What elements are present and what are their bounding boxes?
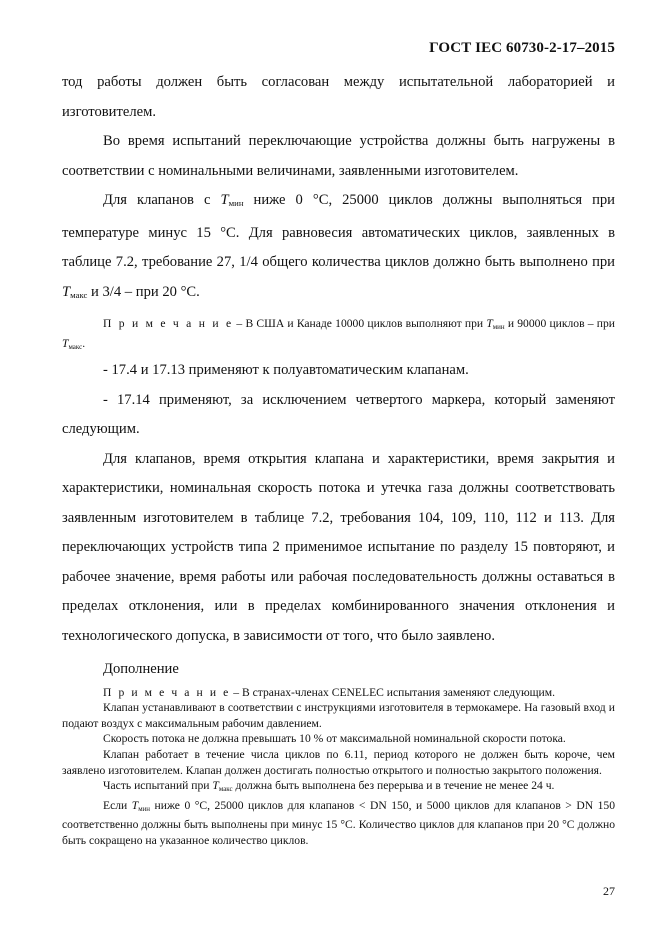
t-symbol: T bbox=[62, 283, 71, 300]
subscript-max: макс bbox=[70, 289, 88, 300]
t-symbol: T bbox=[220, 192, 229, 208]
note-line: Клапан работает в течение числа циклов по 6.11, период которого не должен быть короче, чем заявлено изготовителем. Клапан должен достигать полностью открытого и полностью закрытого положения. bbox=[62, 748, 615, 777]
section-addition-heading: Дополнение bbox=[103, 661, 179, 678]
note-line: Часть испытаний при $T_{макс}$ должна быть выполнена без перерыва и в течение не менее 24 ч. bbox=[103, 779, 555, 794]
note-line: Скорость потока не должна превышать 10 % от максимальной номинальной скорости потока. bbox=[103, 732, 566, 746]
subscript-min: мин bbox=[228, 198, 244, 208]
note-cenelec: П р и м е ч а н и е – В странах-членах CENELEC испытания заменяют следующим. bbox=[103, 685, 555, 699]
page-number: 27 bbox=[603, 884, 615, 898]
list-item: - 17.14 применяют, за исключением четвертого маркера, который заменяют следующим. bbox=[62, 391, 615, 438]
paragraph-continuation: тод работы должен быть согласован между испытательной лабораторией и изготовителем. bbox=[62, 74, 615, 120]
note-line: Если $T_{мин}$ ниже 0 °С, 25000 циклов для клапанов < DN 150, и 5000 циклов для клапанов > DN 150 соответственно должны быть выполнены при минус 15 °С. Количество циклов для клапанов при 20 °С должно быть сокращено на указанное количество циклов. bbox=[62, 798, 615, 848]
note-line: Клапан устанавливают в соответствии с инструкциями изготовителя в термокамере. На газовый вход и подают воздух с максимальным рабочим давлением. bbox=[62, 701, 615, 730]
paragraph-valves: Для клапанов, время открытия клапана и характеристики, время закрытия и характеристики, номинальная скорость потока и утечка газа должны соответствовать заявленным изготовителем в таблице 7.2, требования 104, 109, 110, 112 и 113. Для переключающих устройств типа 2 применимое испытание по разделу 15 повторяют, и рабочее значение, время работы или рабочая последовательность должны оставаться в пределах отклонения, или в пределах комбинированного значения отклонения и технологического допуска, в зависимости от того, что было заявлено. bbox=[62, 450, 615, 644]
note-usa-canada: П р и м е ч а н и е – В США и Канаде 10000 циклов выполняют при $T_{мин}$ и 90000 циклов – при $T_{макс}$. bbox=[62, 317, 615, 351]
paragraph-cycles: Для клапанов с $T_{мин}$ ниже 0 °С, 25000 циклов должны выполняться при температуре минус 15 °С. Для равновесия автоматических циклов, заявленных в таблице 7.2, требование 27, 1/4 общего количества циклов должно быть выполнено при $T_{макс}$ и 3/4 – при 20 °С. bbox=[62, 192, 615, 300]
document-header: ГОСТ IEC 60730-2-17–2015 bbox=[429, 40, 615, 56]
page-content bbox=[62, 68, 615, 849]
list-item: - 17.4 и 17.13 применяют к полуавтоматическим клапанам. bbox=[103, 362, 469, 379]
paragraph-loads: Во время испытаний переключающие устройства должны быть нагружены в соответствии с номинальными величинами, заявленными изготовителем. bbox=[62, 133, 615, 179]
